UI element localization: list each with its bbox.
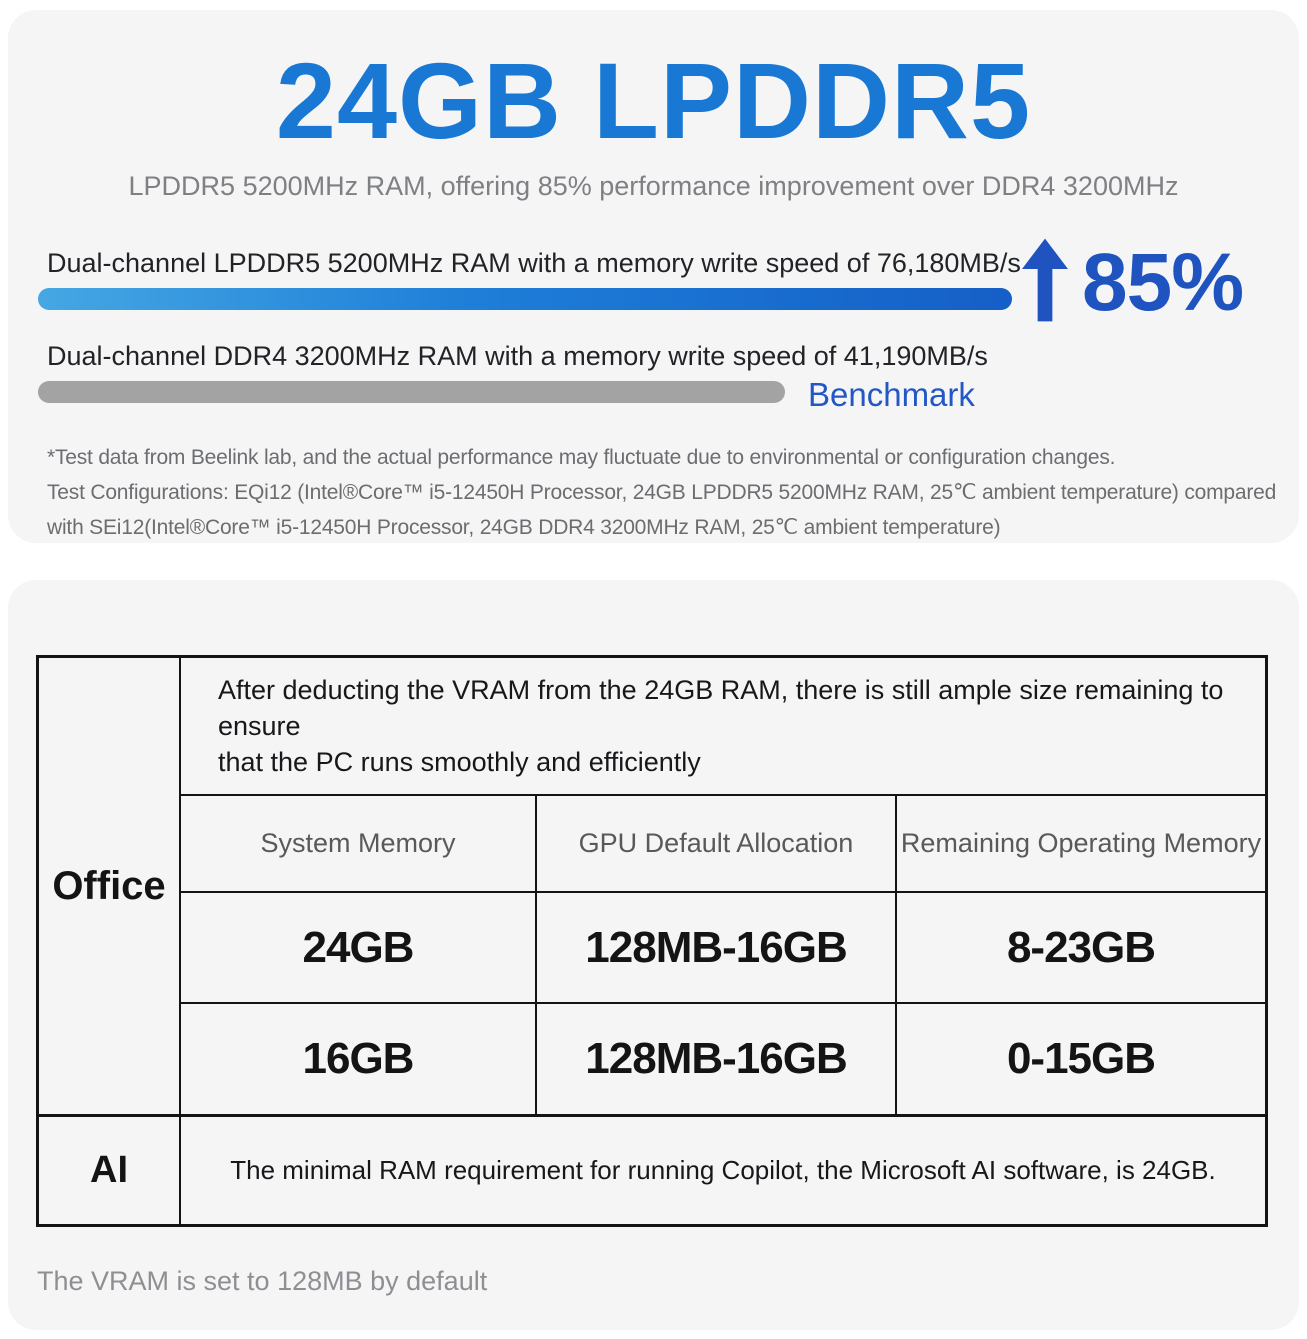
ddr4-speed-bar (38, 381, 785, 403)
column-header-system-memory: System Memory (181, 796, 537, 893)
lpddr5-speed-bar (38, 288, 1012, 310)
table-description-line-1: After deducting the VRAM from the 24GB RAM, there is still ample size remaining to ensure (218, 675, 1224, 741)
column-header-remaining-memory: Remaining Operating Memory (897, 796, 1265, 893)
page-title: 24GB LPDDR5 (275, 40, 1032, 161)
ram-hero-card (8, 10, 1299, 543)
table-cell-row2-remaining: 0-15GB (897, 1004, 1265, 1117)
up-arrow-icon (1022, 237, 1068, 323)
disclaimer-line-3: with SEi12(Intel®Core™ i5-12450H Processor, 24GB DDR4 3200MHz RAM, 25℃ ambient temperature) (47, 516, 1001, 539)
test-disclaimer (47, 440, 1276, 545)
disclaimer-line-2: Test Configurations: EQi12 (Intel®Core™ i5-12450H Processor, 24GB LPDDR5 5200MHz RAM, 25℃ ambient temperature) compared (47, 481, 1277, 504)
vram-default-note: The VRAM is set to 128MB by default (37, 1266, 488, 1296)
column-header-gpu-allocation: GPU Default Allocation (537, 796, 897, 893)
table-cell-row2-gpu: 128MB-16GB (537, 1004, 897, 1117)
ddr4-bar-label: Dual-channel DDR4 3200MHz RAM with a memory write speed of 41,190MB/s (47, 341, 988, 371)
table-description-line-2: that the PC runs smoothly and efficiently (218, 747, 701, 777)
ai-row-header: AI (39, 1117, 181, 1224)
disclaimer-line-1: *Test data from Beelink lab, and the actual performance may fluctuate due to environmental or configuration changes. (47, 446, 1116, 469)
table-cell-row2-system: 16GB (181, 1004, 537, 1117)
office-row-header: Office (39, 658, 181, 1117)
table-cell-row1-remaining: 8-23GB (897, 893, 1265, 1004)
memory-allocation-card (8, 580, 1299, 1330)
lpddr5-bar-label: Dual-channel LPDDR5 5200MHz RAM with a memory write speed of 76,180MB/s (47, 248, 1021, 278)
improvement-percentage: 85% (1082, 237, 1244, 328)
table-description (181, 658, 1265, 796)
table-cell-row1-system: 24GB (181, 893, 537, 1004)
benchmark-label: Benchmark (808, 376, 975, 413)
memory-allocation-table (36, 655, 1268, 1227)
table-cell-row1-gpu: 128MB-16GB (537, 893, 897, 1004)
ai-requirement-text: The minimal RAM requirement for running Copilot, the Microsoft AI software, is 24GB. (230, 1155, 1216, 1185)
page-subtitle: LPDDR5 5200MHz RAM, offering 85% performance improvement over DDR4 3200MHz (128, 171, 1179, 201)
